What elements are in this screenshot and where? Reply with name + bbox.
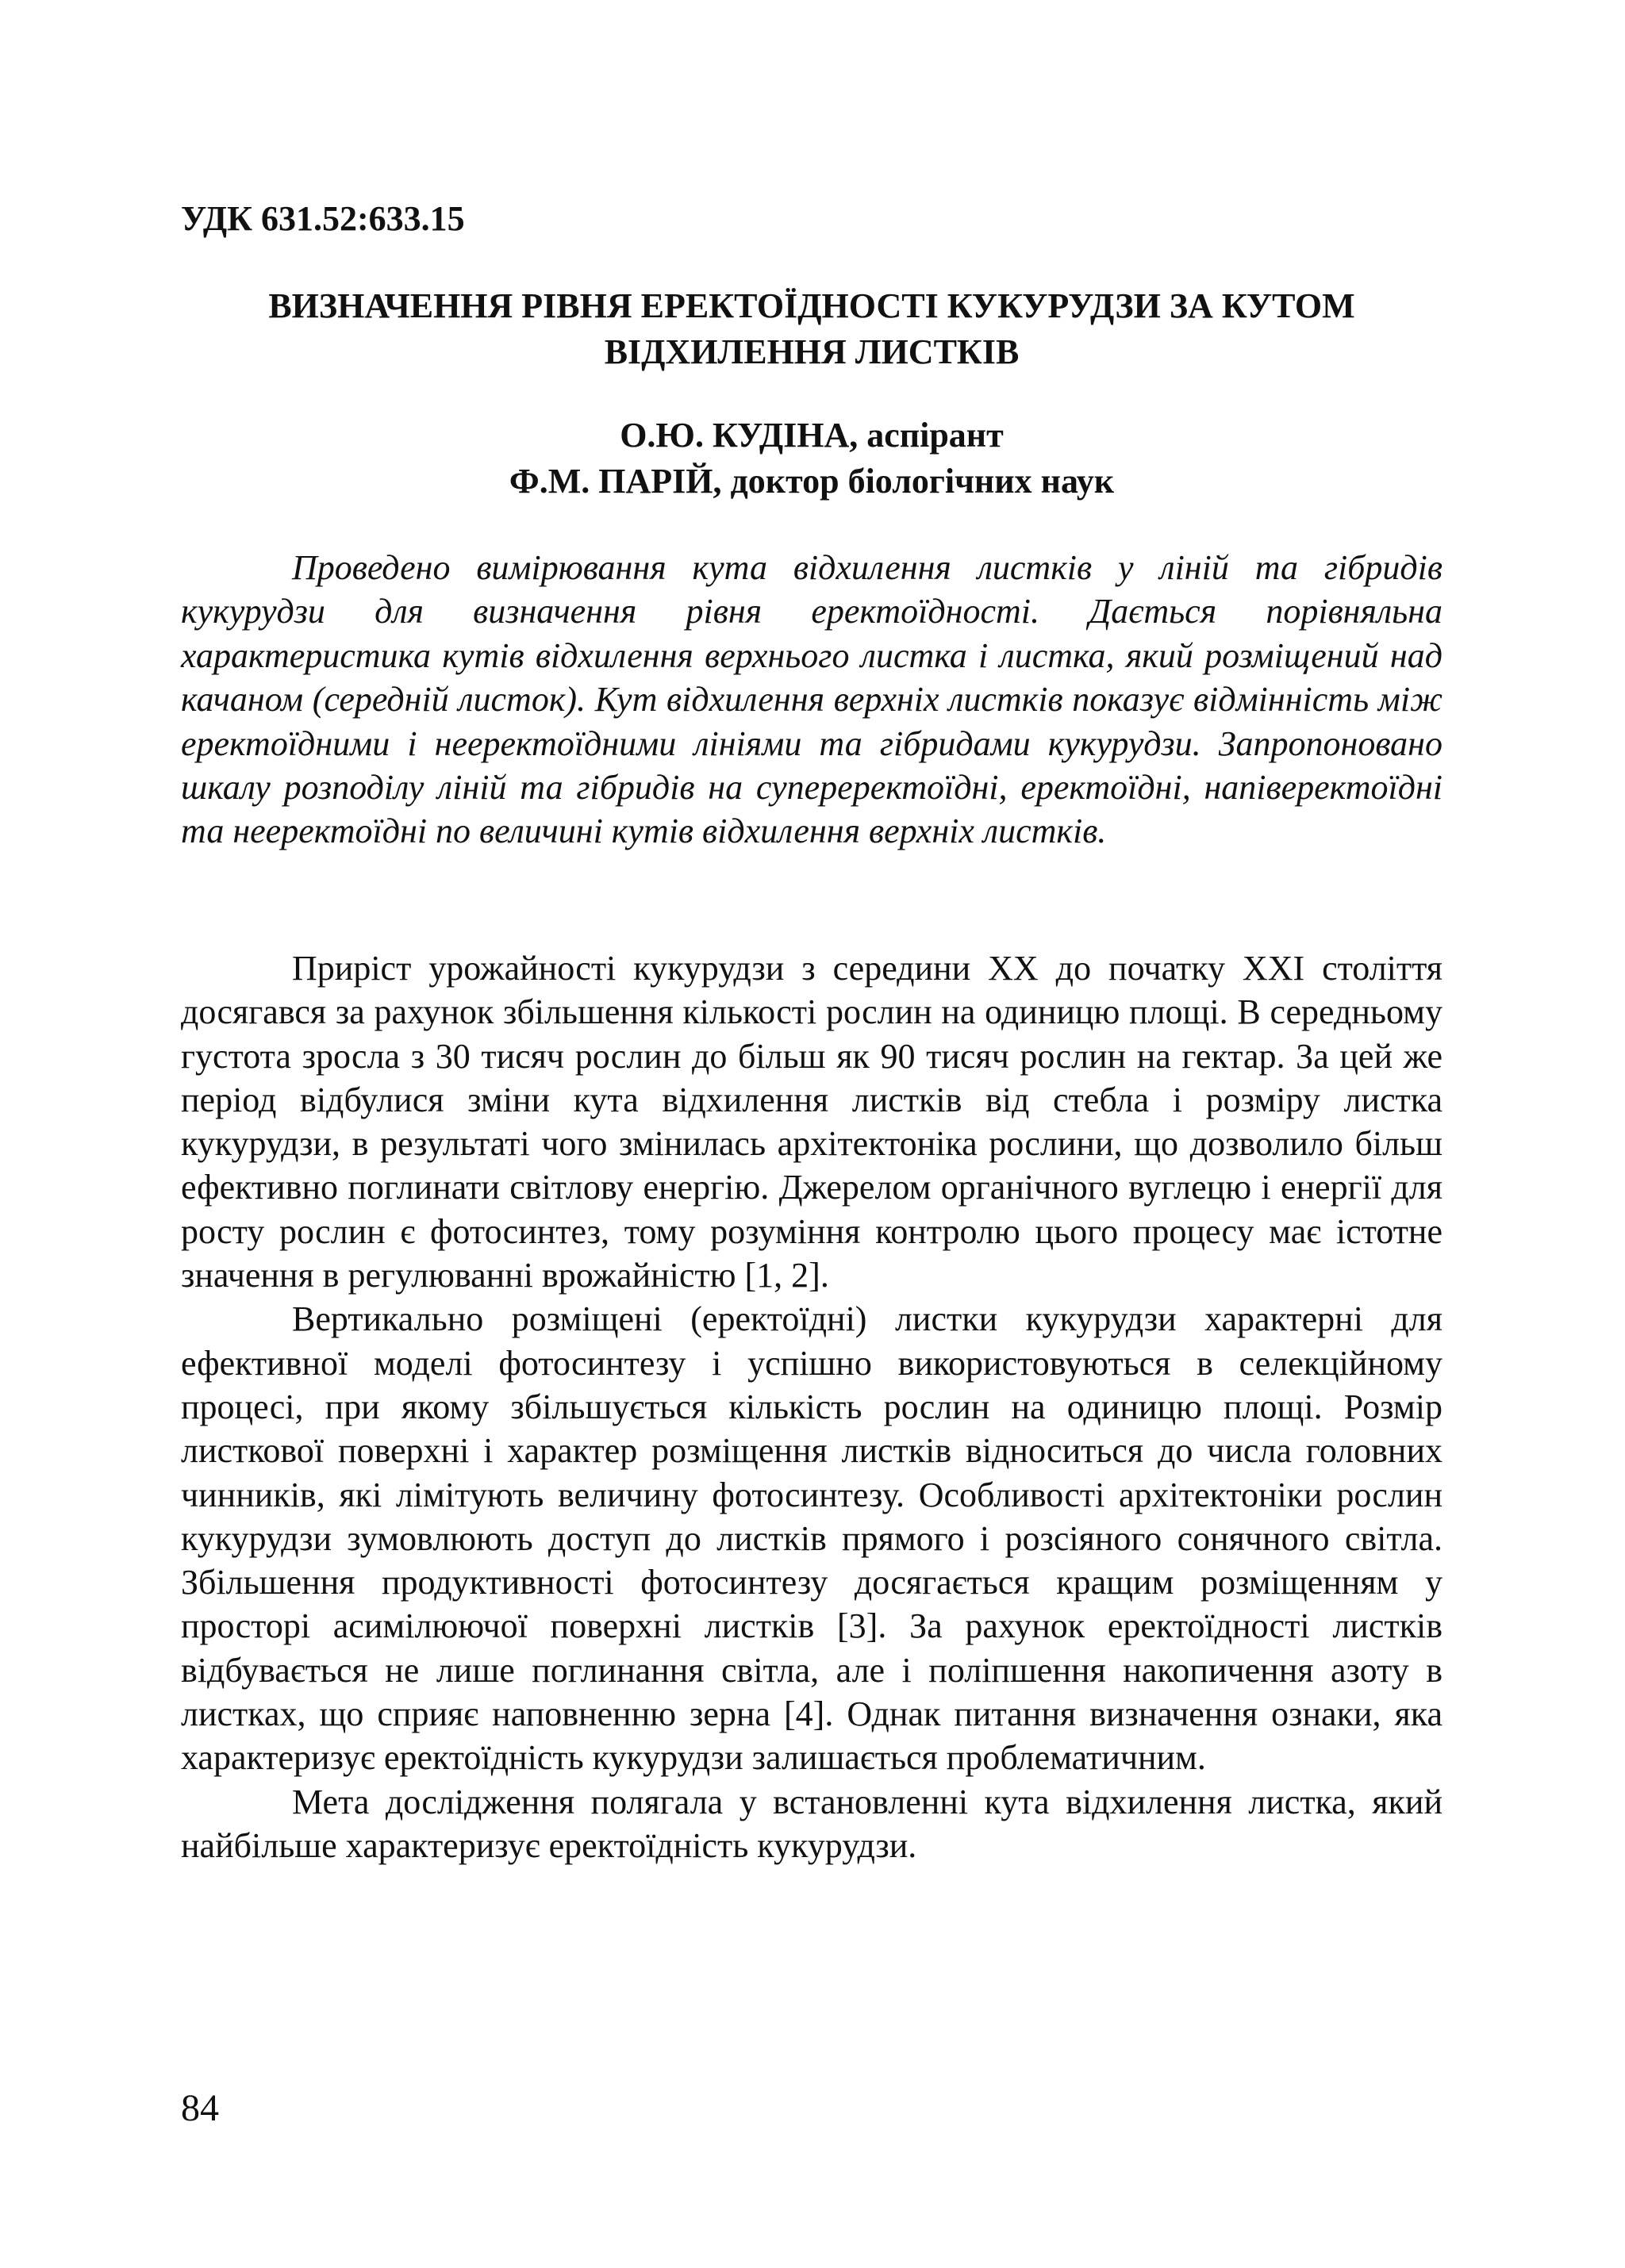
author-name: О.Ю. КУДІНА xyxy=(620,416,850,455)
body-text xyxy=(181,946,1443,1867)
paragraph: Приріст урожайності кукурудзи з середини XX до початку XXI століття досягався за рахунок збільшення кількості рослин на одиницю площі. В середньому густота зросла з 30 тисяч рослин до більш як 90 тисяч рослин на гектар. За цей же період відбулися зміни кута відхилення листків від стебла і розміру листка кукурудзи, в результаті чого змінилась архітектоніка рослини, що дозволило більш ефективно поглинати світлову енергію. Джерелом органічного вуглецю і енергії для росту рослин є фотосинтез, тому розуміння контролю цього процесу має істотне значення в регулюванні врожайністю [1, 2]. xyxy=(181,949,1443,1295)
authors-block xyxy=(181,413,1443,505)
abstract: Проведено вимірювання кута відхилення листків у ліній та гібридів кукурудзи для визначення рівня еректоїдності. Дається порівняльна характеристика кутів відхилення верхнього листка і листка, який розміщений над качаном (середній листок). Кут відхилення верхніх листків показує відмінність між еректоїдними і нееректоїдними лініями та гібридами кукурудзи. Запропоновано шкалу розподілу ліній та гібридів на супереректоїдні, еректоїдні, напіверектоїдні та нееректоїдні по величині кутів відхилення верхніх листків. xyxy=(181,548,1443,851)
paragraph: Вертикально розміщені (еректоїдні) листки кукурудзи характерні для ефективної моделі фотосинтезу і успішно використовуються в селекційному процесі, при якому збільшується кількість рослин на одиницю площі. Розмір листкової поверхні і характер розміщення листків відноситься до числа головних чинників, які лімітують величину фотосинтезу. Особливості архітектоніки рослин кукурудзи зумовлюють доступ до листків прямого і розсіяного сонячного світла. Збільшення продуктивності фотосинтезу досягається кращим розміщенням у просторі асимілюючої поверхні листків [3]. За рахунок еректоїдності листків відбувається не лише поглинання світла, але і поліпшення накопичення азоту в листках, що сприяє наповненню зерна [4]. Однак питання визначення ознаки, яка характеризує еректоїдність кукурудзи залишається проблематичним. xyxy=(181,1299,1443,1778)
author-line xyxy=(181,413,1443,459)
author-name: Ф.М. ПАРІЙ xyxy=(509,462,713,501)
author-role: , аспірант xyxy=(849,416,1004,455)
author-role: , доктор біологічних наук xyxy=(713,462,1115,501)
author-line xyxy=(181,459,1443,505)
article-title: ВИЗНАЧЕННЯ РІВНЯ ЕРЕКТОЇДНОСТІ КУКУРУДЗИ ЗА КУТОМ ВІДХИЛЕННЯ ЛИСТКІВ xyxy=(268,286,1355,371)
page-number: 84 xyxy=(181,2087,219,2129)
udk-code: УДК 631.52:633.15 xyxy=(181,199,465,238)
paragraph: Мета дослідження полягала у встановленні кута відхилення листка, який найбільше характеризує еректоїдність кукурудзи. xyxy=(181,1782,1443,1865)
